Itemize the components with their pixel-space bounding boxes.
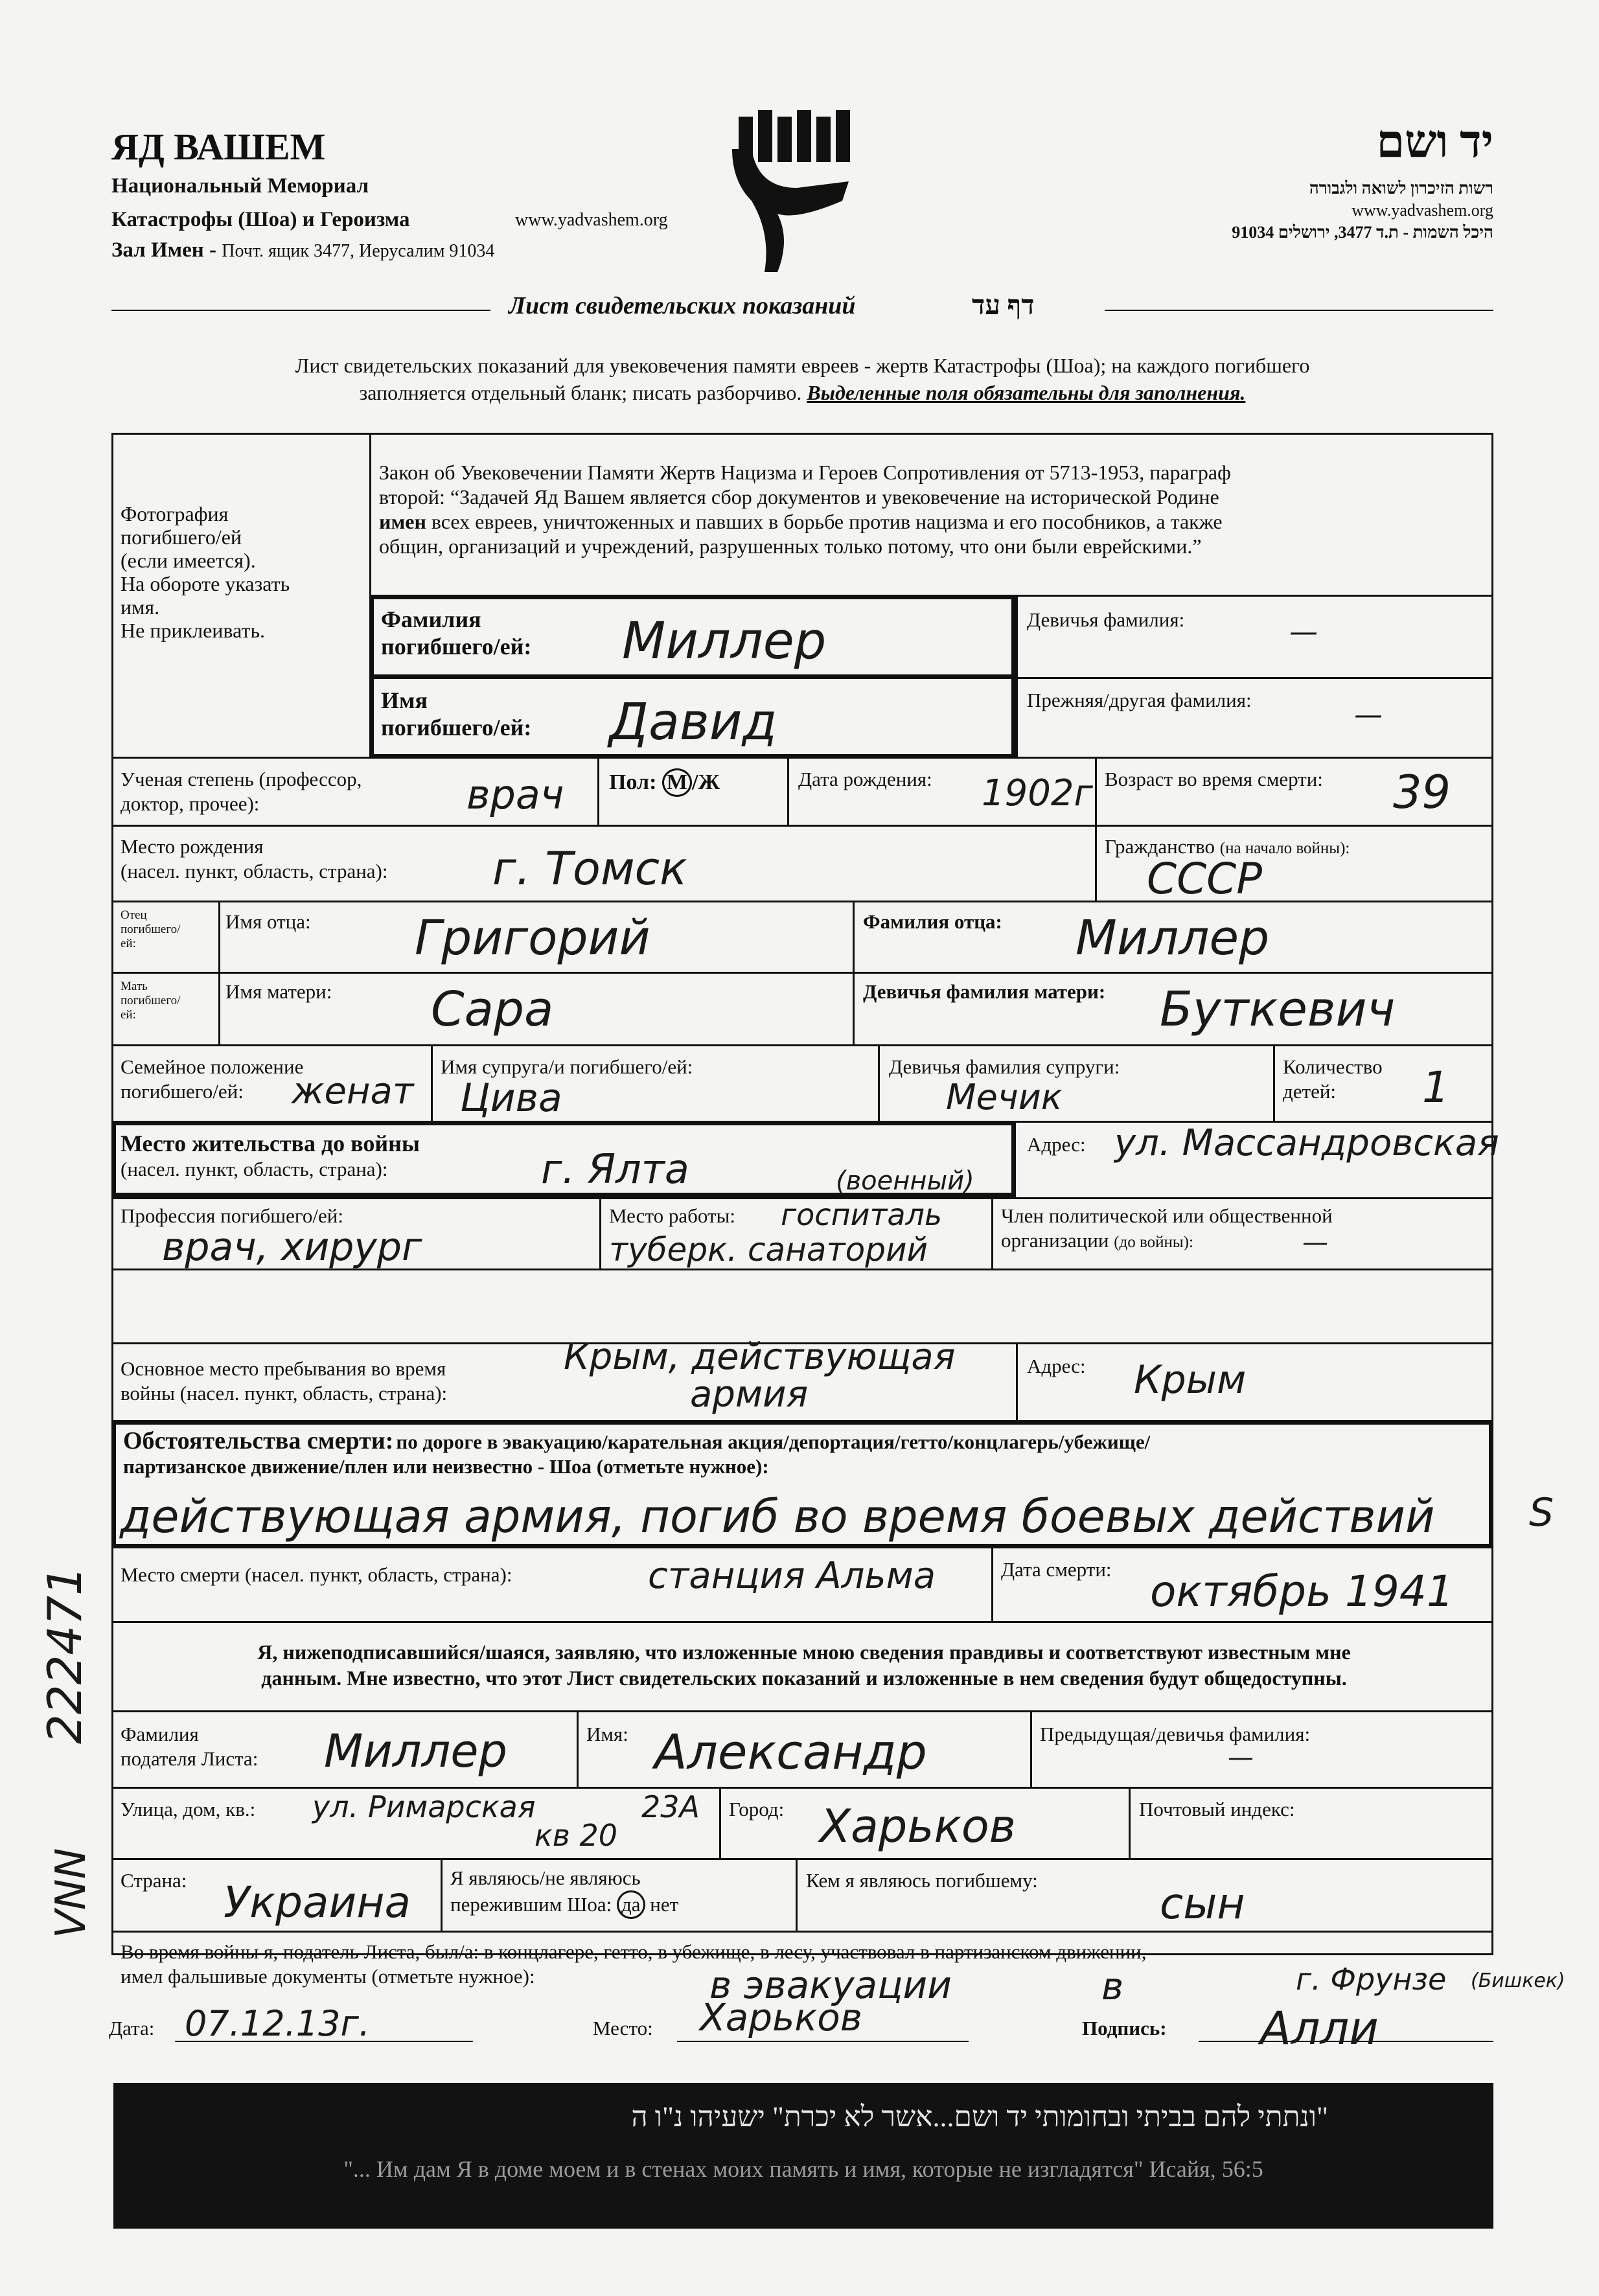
signature-label: Подпись: [1082, 2017, 1167, 2039]
mother-name-label: Имя матери: [225, 980, 332, 1003]
birthplace-label-2: (насел. пункт, область, страна): [121, 860, 388, 882]
residence-label [121, 1130, 420, 1182]
birthplace-divider [1095, 825, 1097, 901]
title-rule-right [1105, 310, 1493, 311]
mother-maiden-label: Девичья фамилия матери: [863, 980, 1106, 1003]
survivor-divider [441, 1858, 443, 1931]
banner-russian-quote: "... Им дам Я в доме моем и в стенах моих память и имя, которые не изгладятся" Исайя, 56:5 [343, 2156, 1263, 2182]
profession-value: врач, хирург [162, 1224, 422, 1270]
wartime-place-2: армия [690, 1373, 809, 1416]
children-label [1283, 1055, 1383, 1104]
age-value: 39 [1393, 766, 1451, 819]
death-date-value: октябрь 1941 [1150, 1567, 1454, 1616]
hall-address: Почт. ящик 3477, Иерусалим 91034 [222, 241, 495, 261]
victim-name-label-1: Имя [381, 687, 428, 713]
law-line-1: Закон об Увековечении Памяти Жертв Нацизма и Героев Сопротивления от 5713-1953, параграф [379, 461, 1231, 484]
country-value: Украина [224, 1877, 411, 1927]
death-place-label: Место смерти (насел. пункт, область, страна): [121, 1563, 512, 1586]
gender-separator: / [692, 770, 698, 794]
degree-label-2: доктор, прочее): [121, 792, 260, 815]
father-surname-value: Миллер [1076, 910, 1270, 966]
member-label-2: организации [1001, 1229, 1109, 1252]
survivor-label-1: Я являюсь/не являюсь [450, 1866, 641, 1889]
street-label: Улица, дом, кв.: [121, 1798, 256, 1820]
zip-divider [1129, 1787, 1131, 1858]
rule-degree-top [111, 757, 1493, 759]
org-line-2: Катастрофы (Шоа) и Героизма [111, 208, 410, 231]
father-side-3: ей: [121, 937, 136, 950]
degree-label-1: Ученая степень (профессор, [121, 768, 362, 790]
margin-mark-s: S [1529, 1490, 1554, 1535]
marital-divider [431, 1044, 433, 1121]
submitter-surname-value: Миллер [324, 1725, 507, 1778]
wartime-divider [1016, 1342, 1018, 1420]
intro-line-2 [111, 380, 1493, 406]
footer-place-value: Харьков [700, 1995, 862, 2039]
rule-submitter-top [111, 1710, 1493, 1712]
citizenship-label-text: Гражданство [1105, 835, 1215, 858]
gender-male-circled[interactable]: М [662, 768, 692, 797]
victim-name-label [381, 687, 531, 741]
heb-line-3: היכל השמות - ת.ד 3477, ירושלים 91034 [1232, 223, 1493, 242]
city-value: Харьков [820, 1800, 1016, 1853]
title-rule-left [111, 310, 490, 311]
member-note: (до войны): [1114, 1234, 1193, 1251]
relation-label: Кем я являюсь погибшему: [806, 1869, 1038, 1892]
law-line-2: второй: “Задачей Яд Вашем является сбор документов и увековечение на исторической Родине [379, 485, 1219, 509]
mother-side-2: погибшего/ [121, 994, 181, 1007]
residence-label-2: (насел. пункт, область, страна): [121, 1158, 388, 1180]
submitter-wartime-value-4: (Бишкек) [1471, 1969, 1565, 1992]
residence-note: (военный) [836, 1166, 974, 1196]
death-circ-options-2: партизанское движение/плен или неизвестно - Шоа (отметьте нужное): [123, 1455, 769, 1478]
birthplace-label-1: Место рождения [121, 835, 264, 858]
father-side-label [121, 908, 180, 951]
mother-side-label [121, 980, 180, 1022]
submitter-surname-label [121, 1722, 258, 1771]
spouse-maiden-label: Девичья фамилия супруги: [889, 1055, 1120, 1078]
victim-name-label-2: погибшего/ей: [381, 715, 532, 740]
hall-label: Зал Имен - [111, 238, 217, 262]
workplace-label: Место работы: [609, 1204, 735, 1227]
archive-number: 222471 [38, 1566, 92, 1744]
footer-place-underline [677, 2041, 969, 2042]
law-text [379, 460, 1487, 558]
country-label: Страна: [121, 1869, 187, 1892]
marital-label [121, 1055, 303, 1104]
survivor-no[interactable]: нет [650, 1893, 679, 1916]
law-line-3-bold: имен [379, 510, 426, 533]
prev-surname-label: Прежняя/другая фамилия: [1027, 689, 1252, 711]
website: www.yadvashem.org [515, 210, 668, 230]
law-line-3: всех евреев, уничтоженных и павших в борьбе против нацизма и его пособников, а также [431, 510, 1223, 533]
rule-declaration-top [111, 1621, 1493, 1623]
submitter-name-label: Имя: [586, 1723, 628, 1745]
workplace-value-2: туберк. санаторий [609, 1231, 928, 1269]
mother-side-1: Мать [121, 980, 148, 993]
hall-line [111, 238, 494, 262]
children-label-2: детей: [1283, 1080, 1337, 1103]
mother-name-value: Сара [431, 982, 554, 1037]
submitter-wartime-value-2: в [1101, 1964, 1124, 2008]
intro-emphasis: Выделенные поля обязательны для заполнения. [807, 381, 1246, 404]
intro-line-1: Лист свидетельских показаний для увековечения памяти евреев - жертв Катастрофы (Шоа); на каждого погибшего [295, 354, 1310, 377]
heb-org-name: יד ושם [1376, 117, 1493, 167]
law-line-4: общин, организаций и учреждений, разрушенных только потому, что они были еврейскими.” [379, 534, 1202, 558]
photo-line-3: (если имеется). [121, 549, 256, 572]
rule-birth-top [111, 825, 1493, 827]
profession-divider [599, 1197, 601, 1269]
death-place-value: станция Альма [648, 1555, 936, 1597]
gender-divider [787, 757, 789, 825]
victim-surname-label-2: погибшего/ей: [381, 634, 532, 660]
death-date-label: Дата смерти: [1001, 1558, 1112, 1581]
member-value: — [1302, 1228, 1328, 1257]
banner-hebrew-quote: "ונתתי להם בביתי ובחומותי יד ושם...אשר לא יכרת" ישעיהו נ"ו ה [631, 2101, 1328, 2133]
form-title-hebrew: דף עד [972, 291, 1035, 321]
mother-side-3: ей: [121, 1008, 136, 1022]
wartime-label-1: Основное место пребывания во время [121, 1357, 446, 1380]
rule-country-top [111, 1858, 1493, 1860]
house-value: 23А [641, 1789, 700, 1824]
rule-wartime-sub-top [111, 1931, 1493, 1933]
intro-text: заполняется отдельный бланк; писать разборчиво. [359, 381, 802, 404]
death-circ-label [123, 1427, 1484, 1478]
dob-label: Дата рождения: [798, 768, 932, 790]
submitter-surname-label-1: Фамилия [121, 1723, 199, 1745]
form-title: Лист свидетельских показаний [509, 292, 856, 319]
profession-label: Профессия погибшего/ей: [121, 1204, 343, 1227]
survivor-label-2: пережившим Шоа: [450, 1893, 612, 1916]
maiden-value: — [1289, 615, 1318, 649]
victim-surname-value: Миллер [622, 612, 827, 671]
photo-line-4: На обороте указать [121, 572, 290, 595]
gender-field [609, 768, 720, 797]
death-circ-options-1: по дороге в эвакуацию/карательная акция/депортация/гетто/концлагерь/убежище/ [396, 1430, 1151, 1453]
marital-value: женат [292, 1070, 414, 1112]
city-label: Город: [729, 1798, 785, 1820]
father-name-label: Имя отца: [225, 910, 311, 933]
photo-line-2: погибшего/ей [121, 525, 242, 549]
zip-label: Почтовый индекс: [1139, 1798, 1295, 1820]
photo-line-6: Не приклеивать. [121, 619, 266, 642]
wartime-place-1: Крым, действующая [564, 1336, 956, 1378]
citizenship-value: СССР [1147, 854, 1263, 904]
degree-divider [597, 757, 599, 825]
spouse-maiden-divider [1273, 1044, 1275, 1121]
submitter-wartime-value-1: в эвакуации [709, 1963, 952, 2007]
residence-address-value: ул. Массандровская [1114, 1122, 1499, 1164]
surname-divider [1016, 595, 1018, 757]
archive-mark: VNN [47, 1848, 95, 1938]
birthplace-label [121, 834, 388, 884]
submitter-wartime-label-1: Во время войны я, податель Листа, был/а: в концлагере, гетто, в убежище, в лесу, участвовал в партизанском движении, [121, 1940, 1147, 1963]
photo-line-5: имя. [121, 595, 160, 619]
yad-vashem-logo [726, 110, 855, 279]
marital-label-1: Семейное положение [121, 1055, 304, 1078]
rule-name-top [1016, 677, 1493, 679]
street-value-2: кв 20 [535, 1818, 618, 1853]
rule-street-top [111, 1787, 1493, 1789]
residence-value: г. Ялта [541, 1145, 689, 1193]
prev-surname-value: — [1354, 698, 1383, 731]
degree-value: врач [466, 771, 564, 818]
wartime-label [121, 1357, 447, 1406]
wartime-address-value: Крым [1134, 1357, 1247, 1403]
submitter-wartime-label-2: имел фальшивые документы (отметьте нужное): [121, 1965, 535, 1988]
children-label-1: Количество [1283, 1055, 1383, 1078]
footer-date-label: Дата: [109, 2017, 155, 2039]
member-label [1001, 1204, 1333, 1255]
heb-line-2: www.yadvashem.org [1352, 201, 1493, 220]
footer-date-value: 07.12.13г. [185, 2003, 371, 2044]
children-value: 1 [1422, 1062, 1449, 1112]
workplace-divider [991, 1197, 993, 1269]
submitter-name-divider [577, 1710, 579, 1787]
member-label-1: Член политической или общественной [1001, 1204, 1333, 1227]
workplace-value-1: госпиталь [781, 1197, 943, 1232]
relation-divider [796, 1858, 798, 1931]
spouse-value: Цива [460, 1075, 562, 1121]
gender-label: Пол: [609, 770, 657, 794]
street-value-1: ул. Римарская [312, 1789, 536, 1824]
maiden-label: Девичья фамилия: [1027, 608, 1185, 631]
dob-divider [1095, 757, 1097, 825]
victim-surname-label-1: Фамилия [381, 606, 481, 632]
photo-line-1: Фотография [121, 502, 229, 525]
spouse-label: Имя супруга/и погибшего/ей: [441, 1055, 693, 1078]
signature-value: Алли [1260, 2002, 1379, 2055]
residence-label-1: Место жительства до войны [121, 1131, 420, 1156]
residence-address-label: Адрес: [1027, 1133, 1086, 1156]
father-side-2: погибшего/ [121, 923, 181, 936]
survivor-yes-circled[interactable]: да [617, 1890, 645, 1919]
citizenship-note: (на начало войны): [1219, 840, 1350, 857]
spouse-divider [878, 1044, 880, 1121]
gender-female[interactable]: Ж [698, 770, 720, 794]
submitter-name-value: Александр [654, 1725, 927, 1780]
submitter-prev-value: — [1228, 1743, 1254, 1773]
father-surname-label: Фамилия отца: [863, 910, 1002, 933]
rule-family-top [111, 1044, 1493, 1046]
submitter-surname-label-2: подателя Листа: [121, 1747, 259, 1770]
wartime-label-2: войны (насел. пункт, область, страна): [121, 1382, 448, 1405]
rule-father-top [111, 901, 1493, 902]
rule-mother-top [111, 972, 1493, 974]
heb-line-1: רשות הזיכרון לשואה ולגבורה [1309, 179, 1493, 198]
submitter-prev-divider [1030, 1710, 1032, 1787]
submitter-wartime-value-3: г. Фрунзе [1296, 1962, 1447, 1997]
dob-value: 1902г [982, 772, 1093, 814]
footer-date-underline [175, 2041, 473, 2042]
birthplace-value: г. Томск [492, 842, 687, 895]
photo-instructions [121, 502, 367, 642]
victim-surname-label [381, 606, 531, 660]
death-date-divider [991, 1548, 993, 1621]
footer-place-label: Место: [593, 2017, 653, 2039]
declaration-line-2: данным. Мне известно, что этот Лист свидетельских показаний и изложенные в нем сведения будут общедоступны. [261, 1666, 1347, 1690]
death-circumstances-value: действующая армия, погиб во время боевых действий [120, 1490, 1435, 1543]
declaration-line-1: Я, нижеподписавшийся/шаяся, заявляю, что изложенные мною сведения правдивы и соответствуют известным мне [257, 1640, 1351, 1664]
death-circ-label-text: Обстоятельства смерти: [123, 1427, 394, 1454]
org-name: ЯД ВАШЕМ [111, 126, 326, 168]
org-line-1: Национальный Мемориал [111, 174, 369, 198]
father-name-value: Григорий [415, 910, 650, 966]
father-side-1: Отец [121, 908, 147, 922]
marital-label-2: погибшего/ей: [121, 1080, 244, 1103]
survivor-label [450, 1866, 678, 1919]
mother-maiden-value: Буткевич [1160, 982, 1396, 1037]
age-label: Возраст во время смерти: [1105, 768, 1323, 790]
wartime-address-label: Адрес: [1027, 1355, 1086, 1377]
spouse-maiden-value: Мечик [946, 1077, 1063, 1118]
city-divider [719, 1787, 721, 1858]
submitter-prev-label: Предыдущая/девичья фамилия: [1040, 1723, 1311, 1745]
degree-label [121, 767, 362, 816]
relation-value: сын [1160, 1879, 1245, 1929]
victim-name-value: Давид [609, 693, 777, 752]
